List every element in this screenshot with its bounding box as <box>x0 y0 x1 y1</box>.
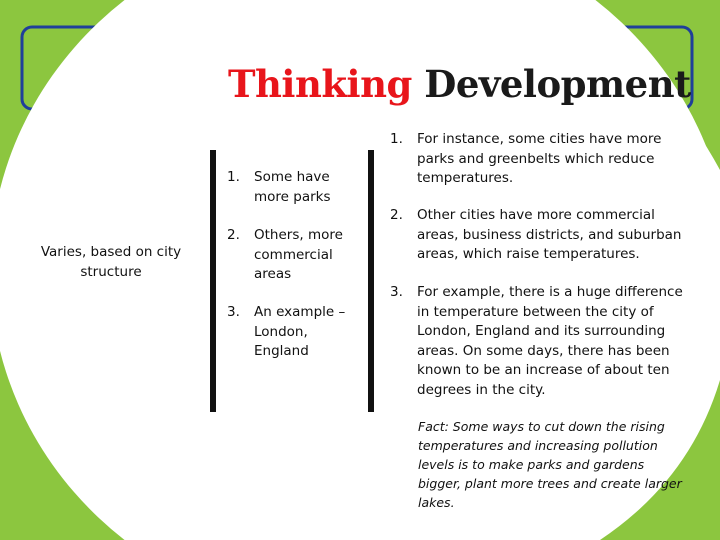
list-text: For instance, some cities have more parks and greenbelts which reduce temperatures. <box>417 131 662 186</box>
list-number: 3. <box>390 284 403 300</box>
list-text: Others, more commercial areas <box>254 227 343 282</box>
list-text: Some have more parks <box>254 169 331 205</box>
list-item <box>390 130 690 190</box>
left-divider <box>210 150 216 412</box>
page-title <box>228 62 691 106</box>
left-label: Varies, based on city structure <box>40 244 182 280</box>
list-text: For example, there is a huge difference in temperature between the city of London, England and its surrounding areas. On some days, there has been known to be an increase of about ten degrees in the city. <box>417 284 683 398</box>
list-item <box>227 303 357 363</box>
list-text: An example – London, England <box>254 304 346 359</box>
list-item <box>390 283 690 403</box>
list-number: 2. <box>227 227 240 243</box>
list-number: 1. <box>227 169 240 185</box>
list-number: 1. <box>390 131 403 147</box>
fact-note: Fact: Some ways to cut down the rising temperatures and increasing pollution levels is to make parks and gardens bigger, plant more trees and create larger lakes. <box>418 419 682 510</box>
list-item <box>227 226 357 286</box>
list-text: Other cities have more commercial areas, business districts, and suburban areas, which raise temperatures. <box>417 207 682 262</box>
list-number: 3. <box>227 304 240 320</box>
right-divider <box>368 150 374 412</box>
list-item <box>227 168 347 208</box>
list-number: 2. <box>390 207 403 223</box>
title-highlight: Thinking <box>228 62 412 106</box>
title-rest: Development <box>424 62 691 106</box>
list-item <box>390 206 690 266</box>
